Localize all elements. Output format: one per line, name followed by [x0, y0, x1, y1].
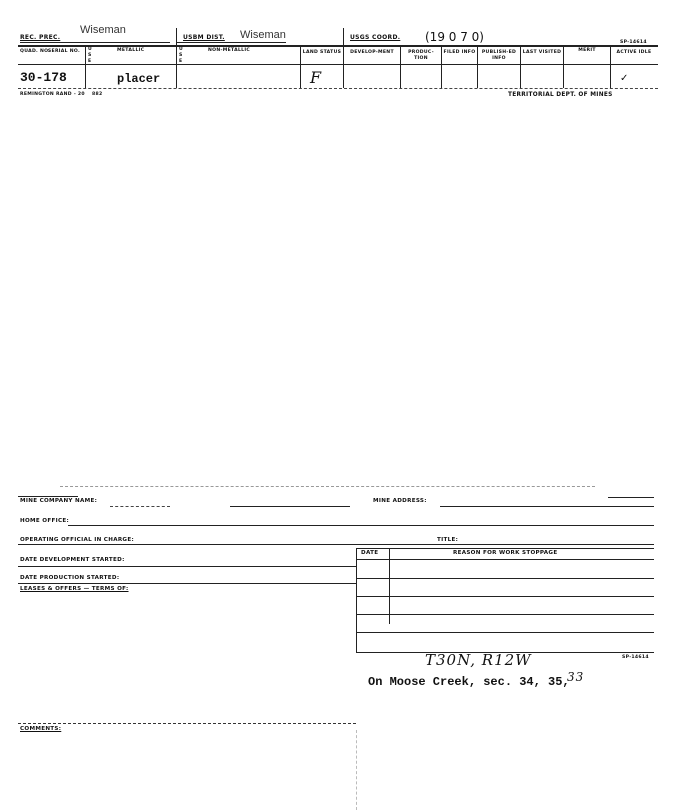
quad-serial-value: 30-178: [20, 70, 67, 85]
title-label: TITLE:: [437, 537, 459, 543]
comments-label: COMMENTS:: [20, 726, 62, 732]
remington-label: REMINGTON RAND - 20: [20, 92, 85, 97]
location-description: On Moose Creek, sec. 34, 35,: [368, 675, 570, 689]
col-filed-info: FILED INFO: [443, 50, 476, 55]
active-check-mark: ✓: [620, 73, 629, 84]
territorial-dept-label: TERRITORIAL DEPT. OF MINES: [508, 92, 613, 98]
form-number-top: SP-14614: [620, 40, 647, 45]
mine-company-name-label: MINE COMPANY NAME:: [20, 498, 98, 504]
col-serial-no: SERIAL NO.: [47, 49, 81, 54]
col-published-info: PUBLISH-ED INFO: [481, 50, 517, 61]
remington-code: 882: [92, 92, 103, 97]
col-production: PRODUC-TION: [408, 50, 434, 61]
col-metallic: METALLIC: [117, 48, 145, 53]
date-production-started-label: DATE PRODUCTION STARTED:: [20, 575, 120, 581]
col-use-code-nonmetallic: U S E: [179, 47, 184, 64]
mine-address-label: MINE ADDRESS:: [373, 498, 427, 504]
rec-prec-label: REC. PREC.: [20, 34, 61, 41]
location-extra-section: 33: [567, 670, 585, 684]
col-last-visited: LAST VISITED: [522, 50, 562, 55]
usgs-coord-value: (19 0 7 0): [425, 30, 484, 44]
home-office-label: HOME OFFICE:: [20, 518, 70, 524]
col-land-status: LAND STATUS: [302, 50, 342, 55]
col-merit: MERIT: [578, 48, 596, 53]
form-number-bottom: SP-14614: [622, 655, 649, 660]
col-non-metallic: NON-METALLIC: [208, 48, 251, 53]
handwritten-township-range: T30N, R12W: [425, 651, 532, 669]
col-active-idle: ACTIVE IDLE: [616, 50, 652, 55]
metallic-value: placer: [117, 72, 161, 86]
col-use-code-metallic: U S E: [88, 47, 93, 64]
col-quad-no: QUAD. NO.: [20, 49, 51, 54]
date-column-header: DATE: [361, 550, 379, 556]
operating-official-label: OPERATING OFFICIAL IN CHARGE:: [20, 537, 134, 543]
reason-column-header: REASON FOR WORK STOPPAGE: [453, 550, 558, 556]
usbm-dist-label: USBM DIST.: [183, 34, 225, 41]
leases-offers-label: LEASES & OFFERS — TERMS OF:: [20, 586, 129, 592]
col-development: DEVELOP-MENT: [350, 50, 394, 55]
usbm-dist-value: Wiseman: [240, 29, 286, 41]
rec-prec-value: Wiseman: [80, 24, 126, 36]
usgs-coord-label: USGS COORD.: [350, 34, 401, 41]
date-development-started-label: DATE DEVELOPMENT STARTED:: [20, 557, 125, 563]
land-status-mark: F: [310, 68, 323, 87]
